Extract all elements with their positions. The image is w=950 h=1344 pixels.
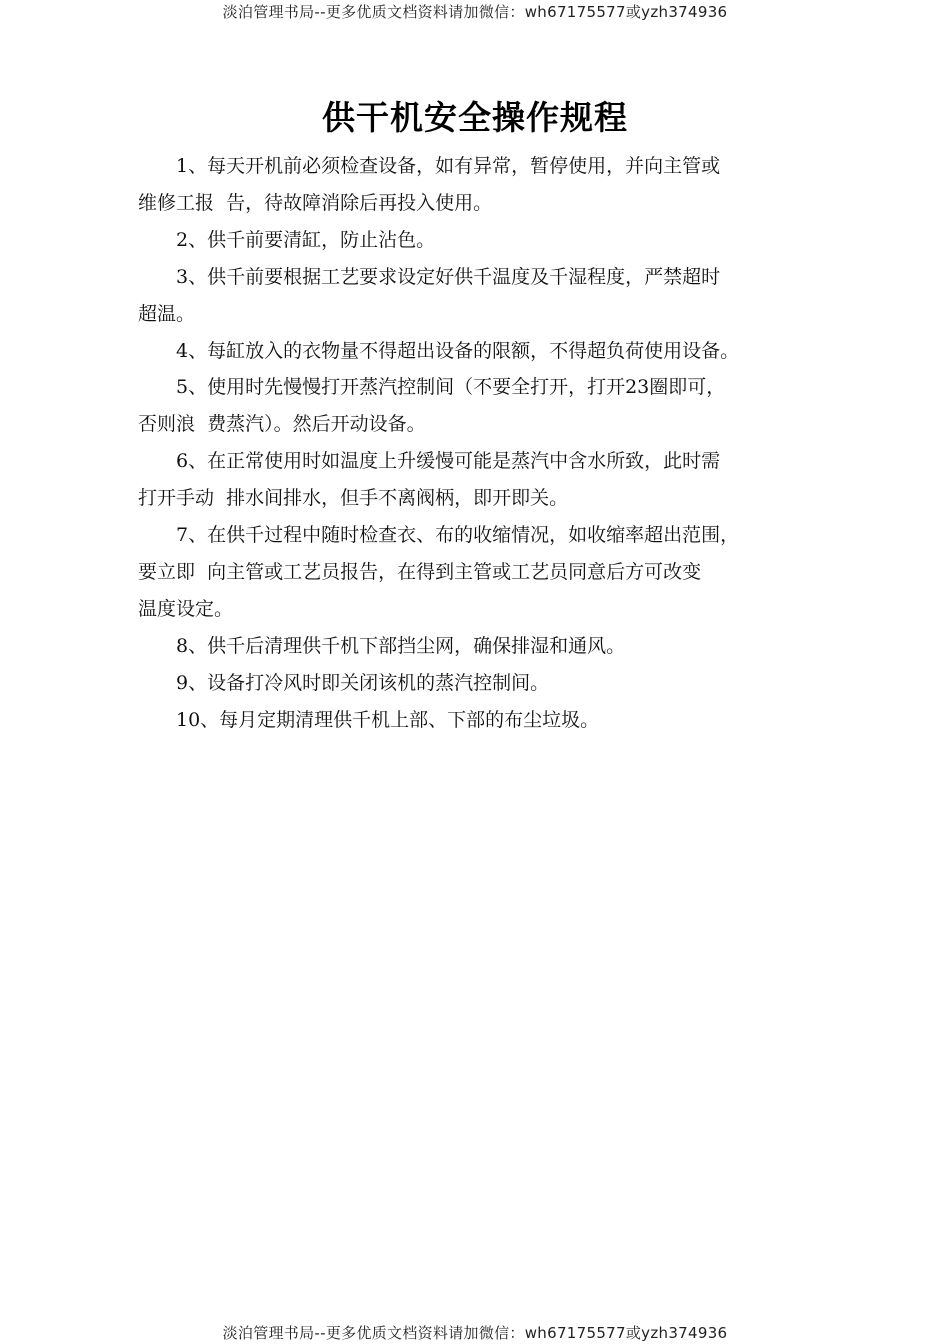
paragraph-3 [138, 259, 838, 333]
paragraph-line: 维修工报 告，待故障消除后再投入使用。 [138, 191, 493, 214]
paragraph-line: 打开手动 排水间排水，但手不离阀柄，即开即关。 [138, 487, 569, 510]
paragraph-line: 5、使用时先慢慢打开蒸汽控制间（不要全打开，打开23圈即可， [176, 376, 726, 399]
paragraph-line: 3、供千前要根据工艺要求设定好供千温度及千湿程度，严禁超时 [176, 265, 721, 288]
paragraph-line: 否则浪 费蒸汽）。然后开动设备。 [138, 413, 426, 436]
paragraph-line: 要立即 向主管或工艺员报告，在得到主管或工艺员同意后方可改变 [138, 560, 702, 583]
paragraph-9 [138, 665, 838, 702]
page-footer: 淡泊管理书局--更多优质文档资料请加微信：wh67175577或yzh374936 [222, 1324, 728, 1342]
paragraph-2 [138, 222, 838, 259]
paragraph-5 [138, 369, 838, 443]
paragraph-1 [138, 148, 838, 222]
paragraph-line: 温度设定。 [138, 597, 234, 620]
paragraph-10 [138, 702, 838, 739]
paragraph-line: 9、设备打冷风时即关闭该机的蒸汽控制间。 [176, 671, 550, 694]
paragraph-6 [138, 443, 838, 517]
paragraph-line: 7、在供千过程中随时检查衣、布的收缩情况，如收缩率超出范围， [176, 524, 740, 547]
paragraph-8 [138, 628, 838, 665]
paragraph-line: 4、每缸放入的衣物量不得超出设备的限额，不得超负荷使用设备。 [176, 339, 740, 362]
paragraph-line: 1、每天开机前必须检查设备，如有异常，暂停使用，并向主管或 [176, 155, 721, 177]
paragraph-line: 超温。 [138, 302, 196, 325]
page-header: 淡泊管理书局--更多优质文档资料请加微信：wh67175577或yzh374936 [222, 3, 728, 21]
document-title: 供干机安全操作规程 [322, 98, 628, 137]
paragraph-7 [138, 517, 838, 628]
paragraph-line: 8、供千后清理供千机下部挡尘网，确保排湿和通风。 [176, 634, 626, 657]
paragraph-line: 2、供千前要清缸，防止沾色。 [176, 228, 436, 251]
paragraph-4 [138, 333, 838, 370]
paragraph-line: 6、在正常使用时如温度上升缓慢可能是蒸汽中含水所致，此时需 [176, 450, 721, 473]
paragraph-line: 10、每月定期清理供千机上部、下部的布尘垃圾。 [176, 708, 600, 731]
document-body [138, 148, 838, 739]
